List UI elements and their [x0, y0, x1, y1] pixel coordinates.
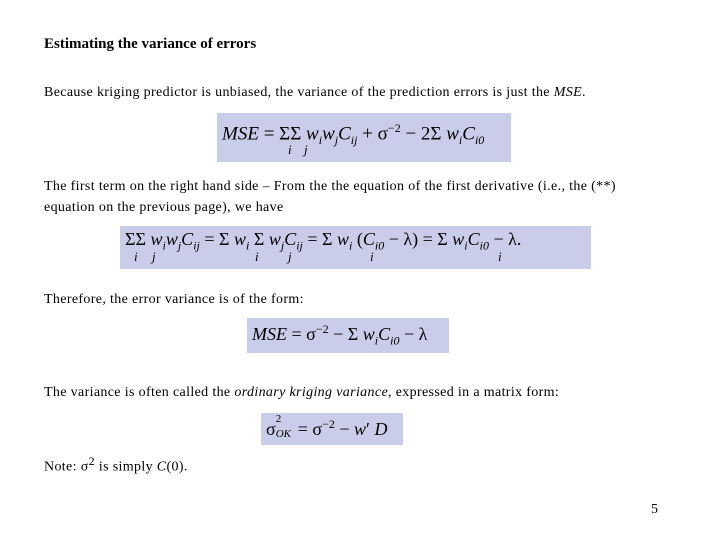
note-prefix: Note:: [44, 459, 81, 475]
paragraph-first-term: [44, 176, 616, 218]
paragraph-unbiased: [44, 82, 586, 103]
equation-first-term: ΣΣ $w_iw_jC_{ij} = \Sigma$ $w_i$ Σ $w_jC_{ij} = \Sigma$ $w_i$ $(C_{i0} - \lambda) = \Sigma$ $w_iC_{i0} - \lambda$. i j i j i i: [120, 226, 591, 269]
equation-error-variance: MSE = $\sigma^{-2} - \Sigma$ $w_iC_{i0} - \lambda$: [247, 318, 449, 353]
slide-title: Estimating the variance of errors: [44, 36, 257, 52]
ordinary-kriging-variance-term: ordinary kriging variance: [234, 385, 389, 400]
equation-matrix-form: σ 2 OK = $\sigma^{-2} - w'$ D: [261, 413, 403, 445]
paragraph-unbiased-text: Because kriging predictor is unbiased, the variance of the prediction errors is just the: [44, 85, 554, 100]
sigma-symbol: σ: [80, 459, 89, 475]
paragraph-ok-variance-pre: The variance is often called the: [44, 385, 235, 400]
paragraph-ok-variance: [44, 382, 559, 403]
note: [44, 451, 188, 478]
paragraph-first-term-line2: equation on the previous page), we have: [44, 200, 284, 215]
page-number: 5: [651, 502, 658, 517]
paragraph-unbiased-end: .: [582, 85, 586, 100]
covariance-function: C: [156, 459, 167, 475]
mse-term: MSE: [553, 85, 582, 100]
note-argument: (0).: [166, 459, 188, 475]
paragraph-first-term-line1: The first term on the right hand side – From the the equation of the first derivative (i.e., the (**): [44, 179, 616, 194]
paragraph-ok-variance-post: , expressed in a matrix form:: [388, 385, 560, 400]
paragraph-error-variance: Therefore, the error variance is of the form:: [44, 292, 304, 307]
sigma-exponent: 2: [88, 454, 95, 468]
equation-mse: MSE = ΣΣ $w_iw_jC_{ij} + \sigma^{-2} - 2\Sigma$ $w_iC_{i0}$ i j: [217, 113, 511, 162]
note-middle: is simply: [94, 459, 157, 475]
